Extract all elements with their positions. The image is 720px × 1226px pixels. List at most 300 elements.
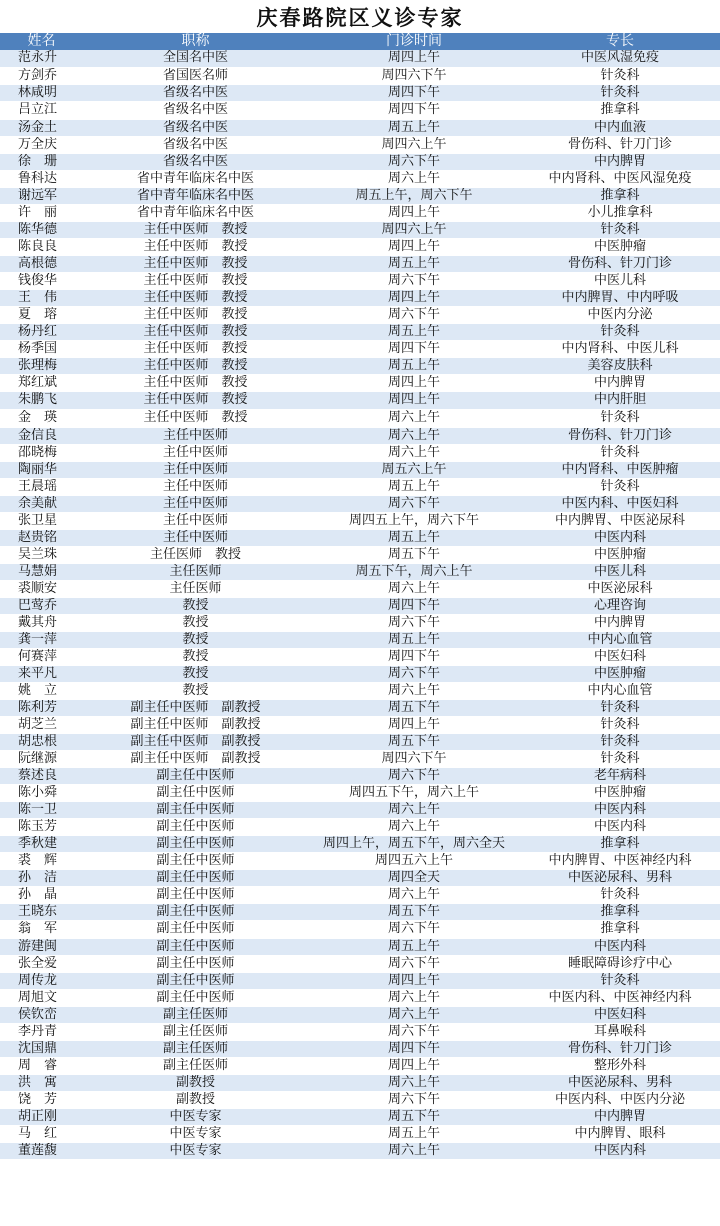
specialty: 中医泌尿科、男科 [520, 869, 720, 886]
table-row [0, 391, 720, 409]
doctor-title: 主任中医师 教授 [83, 289, 308, 306]
doctor-name: 陈良良 [0, 238, 83, 255]
doctor-title: 主任中医师 [83, 512, 308, 529]
specialty: 中医内科、中医妇科 [520, 495, 720, 512]
doctor-title: 中医专家 [83, 1108, 308, 1125]
specialty: 推拿科 [520, 101, 720, 119]
doctor-title: 主任中医师 教授 [83, 306, 308, 323]
doctor-name: 周传龙 [0, 972, 83, 989]
clinic-time: 周四上午 [308, 238, 520, 255]
table-row [0, 238, 720, 255]
specialty: 中医泌尿科 [520, 580, 720, 597]
specialty: 中医内科 [520, 529, 720, 546]
doctor-name: 马慧娟 [0, 563, 83, 580]
table-row [0, 784, 720, 801]
clinic-time: 周六下午 [308, 306, 520, 323]
doctor-name: 裘 辉 [0, 852, 83, 869]
specialty: 中内肾科、中医风湿免疫 [520, 170, 720, 187]
doctor-name: 金信良 [0, 427, 83, 444]
doctor-name: 马 红 [0, 1125, 83, 1142]
clinic-time: 周六上午 [308, 801, 520, 818]
table-row [0, 221, 720, 238]
table-row [0, 580, 720, 597]
table-row [0, 818, 720, 835]
doctor-title: 主任中医师 [83, 444, 308, 461]
doctor-title: 主任中医师 [83, 427, 308, 444]
table-row [0, 869, 720, 886]
clinic-time: 周六下午 [308, 614, 520, 631]
table-row [0, 255, 720, 272]
specialty: 推拿科 [520, 835, 720, 852]
doctor-title: 省国医名师 [83, 67, 308, 84]
table-row [0, 801, 720, 818]
specialty: 中医肿瘤 [520, 238, 720, 255]
clinic-time: 周四上午 [308, 289, 520, 306]
doctor-name: 张理梅 [0, 357, 83, 374]
clinic-time: 周六上午 [308, 409, 520, 427]
table-row [0, 1057, 720, 1074]
doctor-name: 侯钦峦 [0, 1006, 83, 1023]
doctor-name: 阮继源 [0, 750, 83, 767]
doctor-name: 许 丽 [0, 204, 83, 221]
doctor-name: 胡忠根 [0, 733, 83, 750]
specialty: 中医内科 [520, 801, 720, 818]
table-row [0, 204, 720, 221]
specialty: 中内脾胃 [520, 614, 720, 631]
doctor-title: 副主任中医师 [83, 852, 308, 869]
doctor-name: 吴兰珠 [0, 546, 83, 563]
specialty: 中内脾胃 [520, 1108, 720, 1125]
specialty: 中内脾胃、中医神经内科 [520, 852, 720, 869]
doctor-title: 教授 [83, 631, 308, 648]
doctor-name: 胡芝兰 [0, 716, 83, 733]
doctor-name: 沈国鼎 [0, 1040, 83, 1057]
doctor-name: 姚 立 [0, 682, 83, 699]
clinic-time: 周六上午 [308, 818, 520, 835]
clinic-time: 周五上午 [308, 631, 520, 648]
clinic-time: 周六下午 [308, 920, 520, 938]
clinic-time: 周四五上午，周六下午 [308, 512, 520, 529]
doctor-title: 副主任医师 [83, 1057, 308, 1074]
clinic-time: 周六上午 [308, 682, 520, 699]
table-row [0, 374, 720, 391]
table-row [0, 512, 720, 529]
clinic-time: 周六下午 [308, 1023, 520, 1040]
specialty: 美容皮肤科 [520, 357, 720, 374]
specialty: 针灸科 [520, 886, 720, 903]
table-row [0, 153, 720, 170]
clinic-time: 周四六下午 [308, 750, 520, 767]
doctor-name: 张全爱 [0, 955, 83, 972]
clinic-time: 周四下午 [308, 84, 520, 101]
specialty: 中内肾科、中医儿科 [520, 340, 720, 357]
doctor-name: 林咸明 [0, 84, 83, 101]
specialty: 中医妇科 [520, 1006, 720, 1023]
table-row [0, 495, 720, 512]
clinic-time: 周五上午 [308, 255, 520, 272]
doctor-title: 副教授 [83, 1074, 308, 1091]
doctor-name: 洪 寓 [0, 1074, 83, 1091]
doctor-name: 季秋建 [0, 835, 83, 852]
table-row [0, 699, 720, 716]
clinic-time: 周六下午 [308, 495, 520, 512]
specialty: 中医内科 [520, 818, 720, 835]
specialty: 针灸科 [520, 478, 720, 495]
specialty: 中内心血管 [520, 682, 720, 699]
clinic-time: 周五上午 [308, 529, 520, 546]
specialty: 小儿推拿科 [520, 204, 720, 221]
doctor-name: 王晓东 [0, 903, 83, 920]
doctor-name: 鲁科达 [0, 170, 83, 187]
clinic-time: 周四全天 [308, 869, 520, 886]
clinic-time: 周四上午 [308, 374, 520, 391]
clinic-time: 周六上午 [308, 170, 520, 187]
specialty: 中医内科 [520, 938, 720, 955]
doctor-name: 龚一萍 [0, 631, 83, 648]
specialty: 中内心血管 [520, 631, 720, 648]
doctor-name: 李丹青 [0, 1023, 83, 1040]
table-row [0, 1091, 720, 1108]
doctor-title: 中医专家 [83, 1142, 308, 1159]
clinic-time: 周五六上午 [308, 461, 520, 478]
clinic-time: 周四下午 [308, 648, 520, 665]
doctor-name: 赵贵铭 [0, 529, 83, 546]
clinic-time: 周四五下午，周六上午 [308, 784, 520, 801]
doctor-title: 副主任中医师 [83, 767, 308, 784]
doctor-title: 副教授 [83, 1091, 308, 1108]
specialty: 针灸科 [520, 699, 720, 716]
doctor-title: 主任医师 教授 [83, 546, 308, 563]
doctor-title: 副主任中医师 [83, 818, 308, 835]
clinic-time: 周六上午 [308, 1006, 520, 1023]
specialty: 中医内分泌 [520, 306, 720, 323]
table-row [0, 716, 720, 733]
table-row [0, 1074, 720, 1091]
specialty: 中医内科、中医神经内科 [520, 989, 720, 1006]
clinic-time: 周六上午 [308, 989, 520, 1006]
specialty: 针灸科 [520, 733, 720, 750]
doctor-name: 陈一卫 [0, 801, 83, 818]
specialty: 中医内科 [520, 1142, 720, 1159]
specialty: 针灸科 [520, 323, 720, 340]
clinic-time: 周六上午 [308, 1142, 520, 1159]
table-row [0, 306, 720, 323]
header-specialty: 专长 [520, 33, 720, 50]
doctor-title: 副主任中医师 [83, 955, 308, 972]
doctor-title: 教授 [83, 614, 308, 631]
table-row [0, 187, 720, 204]
table-row [0, 972, 720, 989]
specialty: 推拿科 [520, 920, 720, 938]
doctor-title: 副主任中医师 [83, 903, 308, 920]
table-row [0, 340, 720, 357]
doctor-name: 周 睿 [0, 1057, 83, 1074]
doctor-title: 副主任中医师 [83, 938, 308, 955]
doctor-title: 主任中医师 教授 [83, 221, 308, 238]
specialty: 中医妇科 [520, 648, 720, 665]
doctor-name: 杨丹红 [0, 323, 83, 340]
doctor-title: 教授 [83, 682, 308, 699]
doctor-title: 副主任中医师 [83, 784, 308, 801]
doctor-title: 副主任中医师 副教授 [83, 733, 308, 750]
doctor-name: 翁 军 [0, 920, 83, 938]
clinic-time: 周六上午 [308, 444, 520, 461]
doctor-title: 主任中医师 教授 [83, 340, 308, 357]
doctor-name: 万全庆 [0, 136, 83, 153]
doctor-title: 省中青年临床名中医 [83, 204, 308, 221]
doctor-title: 省级名中医 [83, 136, 308, 153]
table-row [0, 1006, 720, 1023]
doctor-name: 汤金土 [0, 119, 83, 136]
specialty: 中内脾胃 [520, 153, 720, 170]
clinic-time: 周五下午 [308, 903, 520, 920]
clinic-time: 周四上午 [308, 204, 520, 221]
table-row [0, 1142, 720, 1159]
table-row [0, 1023, 720, 1040]
doctor-name: 游建闽 [0, 938, 83, 955]
expert-table [0, 33, 720, 1160]
doctor-title: 主任中医师 [83, 461, 308, 478]
doctor-name: 何赛萍 [0, 648, 83, 665]
clinic-time: 周六下午 [308, 272, 520, 289]
clinic-time: 周五上午 [308, 1125, 520, 1142]
doctor-title: 副主任医师 [83, 1023, 308, 1040]
clinic-time: 周六下午 [308, 1091, 520, 1108]
specialty: 老年病科 [520, 767, 720, 784]
table-row [0, 84, 720, 101]
clinic-time: 周六上午 [308, 580, 520, 597]
table-row [0, 50, 720, 67]
clinic-time: 周五上午 [308, 938, 520, 955]
specialty: 针灸科 [520, 716, 720, 733]
table-row [0, 648, 720, 665]
doctor-title: 省级名中医 [83, 119, 308, 136]
table-row [0, 409, 720, 427]
table-row [0, 920, 720, 938]
clinic-time: 周五上午 [308, 357, 520, 374]
doctor-title: 副主任中医师 [83, 989, 308, 1006]
table-row [0, 631, 720, 648]
doctor-name: 张卫星 [0, 512, 83, 529]
doctor-title: 省中青年临床名中医 [83, 170, 308, 187]
specialty: 耳鼻喉科 [520, 1023, 720, 1040]
doctor-title: 副主任中医师 [83, 801, 308, 818]
doctor-title: 主任中医师 教授 [83, 357, 308, 374]
doctor-name: 陈利芳 [0, 699, 83, 716]
doctor-name: 戴其舟 [0, 614, 83, 631]
specialty: 中医肿瘤 [520, 665, 720, 682]
specialty: 推拿科 [520, 187, 720, 204]
table-row [0, 357, 720, 374]
doctor-name: 吕立江 [0, 101, 83, 119]
table-row [0, 750, 720, 767]
clinic-time: 周五下午 [308, 733, 520, 750]
specialty: 针灸科 [520, 67, 720, 84]
doctor-name: 董莲馥 [0, 1142, 83, 1159]
doctor-name: 钱俊华 [0, 272, 83, 289]
doctor-title: 主任中医师 [83, 478, 308, 495]
specialty: 中医泌尿科、男科 [520, 1074, 720, 1091]
table-row [0, 614, 720, 631]
doctor-title: 副主任医师 [83, 1040, 308, 1057]
clinic-time: 周四上午 [308, 972, 520, 989]
header-clinic-time: 门诊时间 [308, 33, 520, 50]
doctor-title: 教授 [83, 665, 308, 682]
doctor-name: 王晨瑶 [0, 478, 83, 495]
doctor-name: 方剑乔 [0, 67, 83, 84]
doctor-title: 副主任中医师 副教授 [83, 699, 308, 716]
doctor-name: 孙 洁 [0, 869, 83, 886]
doctor-name: 蔡述良 [0, 767, 83, 784]
clinic-time: 周六上午 [308, 427, 520, 444]
specialty: 中内血液 [520, 119, 720, 136]
clinic-time: 周四上午，周五下午，周六全天 [308, 835, 520, 852]
specialty: 中医儿科 [520, 272, 720, 289]
table-row [0, 427, 720, 444]
doctor-title: 副主任中医师 [83, 869, 308, 886]
table-row [0, 101, 720, 119]
doctor-title: 省级名中医 [83, 84, 308, 101]
specialty: 针灸科 [520, 409, 720, 427]
clinic-time: 周四下午 [308, 340, 520, 357]
doctor-name: 饶 芳 [0, 1091, 83, 1108]
doctor-name: 夏 瑢 [0, 306, 83, 323]
doctor-title: 副主任中医师 副教授 [83, 750, 308, 767]
doctor-name: 范永升 [0, 50, 83, 67]
table-header [0, 33, 720, 50]
doctor-name: 王 伟 [0, 289, 83, 306]
clinic-time: 周四上午 [308, 391, 520, 409]
doctor-title: 主任医师 [83, 563, 308, 580]
clinic-time: 周五上午 [308, 478, 520, 495]
doctor-title: 主任中医师 [83, 529, 308, 546]
specialty: 中内肾科、中医肿瘤 [520, 461, 720, 478]
table-row [0, 733, 720, 750]
table-row [0, 546, 720, 563]
specialty: 针灸科 [520, 972, 720, 989]
table-row [0, 323, 720, 340]
doctor-name: 杨季国 [0, 340, 83, 357]
doctor-title: 主任中医师 教授 [83, 272, 308, 289]
doctor-name: 胡正刚 [0, 1108, 83, 1125]
specialty: 心理咨询 [520, 597, 720, 614]
clinic-time: 周四五六上午 [308, 852, 520, 869]
specialty: 骨伤科、针刀门诊 [520, 136, 720, 153]
clinic-time: 周四六上午 [308, 136, 520, 153]
doctor-name: 周旭文 [0, 989, 83, 1006]
doctor-name: 裘顺安 [0, 580, 83, 597]
table-row [0, 461, 720, 478]
table-row [0, 170, 720, 187]
clinic-time: 周六下午 [308, 665, 520, 682]
table-row [0, 665, 720, 682]
doctor-title: 教授 [83, 648, 308, 665]
doctor-title: 副主任中医师 [83, 972, 308, 989]
table-row [0, 272, 720, 289]
specialty: 睡眠障碍诊疗中心 [520, 955, 720, 972]
doctor-name: 郑红斌 [0, 374, 83, 391]
clinic-time: 周五下午 [308, 699, 520, 716]
doctor-title: 副主任医师 [83, 1006, 308, 1023]
doctor-title: 省中青年临床名中医 [83, 187, 308, 204]
doctor-title: 主任中医师 教授 [83, 323, 308, 340]
table-row [0, 1040, 720, 1057]
table-row [0, 886, 720, 903]
doctor-title: 省级名中医 [83, 153, 308, 170]
doctor-name: 余美献 [0, 495, 83, 512]
doctor-title: 主任医师 [83, 580, 308, 597]
clinic-time: 周五下午，周六上午 [308, 563, 520, 580]
specialty: 中医风湿免疫 [520, 50, 720, 67]
specialty: 骨伤科、针刀门诊 [520, 255, 720, 272]
specialty: 中医肿瘤 [520, 784, 720, 801]
doctor-name: 金 瑛 [0, 409, 83, 427]
doctor-title: 主任中医师 教授 [83, 391, 308, 409]
doctor-title: 主任中医师 教授 [83, 255, 308, 272]
doctor-name: 孙 晶 [0, 886, 83, 903]
doctor-title: 主任中医师 教授 [83, 238, 308, 255]
specialty: 针灸科 [520, 444, 720, 461]
table-row [0, 903, 720, 920]
doctor-name: 陈小舜 [0, 784, 83, 801]
doctor-title: 省级名中医 [83, 101, 308, 119]
clinic-time: 周六上午 [308, 886, 520, 903]
doctor-title: 副主任中医师 [83, 920, 308, 938]
table-row [0, 1108, 720, 1125]
clinic-time: 周六上午 [308, 1074, 520, 1091]
table-row [0, 563, 720, 580]
clinic-time: 周六下午 [308, 153, 520, 170]
table-body [0, 50, 720, 1159]
doctor-name: 陈华德 [0, 221, 83, 238]
specialty: 骨伤科、针刀门诊 [520, 1040, 720, 1057]
clinic-time: 周四上午 [308, 50, 520, 67]
clinic-time: 周五下午 [308, 546, 520, 563]
specialty: 中内脾胃、眼科 [520, 1125, 720, 1142]
clinic-time: 周五上午 [308, 119, 520, 136]
doctor-name: 来平凡 [0, 665, 83, 682]
clinic-time: 周四上午 [308, 1057, 520, 1074]
table-row [0, 955, 720, 972]
specialty: 骨伤科、针刀门诊 [520, 427, 720, 444]
doctor-title: 中医专家 [83, 1125, 308, 1142]
doctor-title: 副主任中医师 [83, 886, 308, 903]
doctor-name: 陶丽华 [0, 461, 83, 478]
doctor-name: 朱鹏飞 [0, 391, 83, 409]
table-row [0, 938, 720, 955]
specialty: 推拿科 [520, 903, 720, 920]
table-row [0, 136, 720, 153]
specialty: 中内脾胃、中内呼吸 [520, 289, 720, 306]
table-row [0, 529, 720, 546]
table-row [0, 835, 720, 852]
doctor-title: 副主任中医师 [83, 835, 308, 852]
table-row [0, 67, 720, 84]
page-title: 庆春路院区义诊专家 [256, 5, 464, 30]
clinic-time: 周五下午 [308, 1108, 520, 1125]
specialty: 针灸科 [520, 750, 720, 767]
clinic-time: 周四六上午 [308, 221, 520, 238]
doctor-title: 教授 [83, 597, 308, 614]
table-row [0, 767, 720, 784]
specialty: 中内肝胆 [520, 391, 720, 409]
clinic-time: 周四下午 [308, 1040, 520, 1057]
doctor-name: 陈玉芳 [0, 818, 83, 835]
clinic-time: 周四下午 [308, 597, 520, 614]
doctor-name: 徐 珊 [0, 153, 83, 170]
specialty: 中医肿瘤 [520, 546, 720, 563]
doctor-title: 主任中医师 教授 [83, 409, 308, 427]
